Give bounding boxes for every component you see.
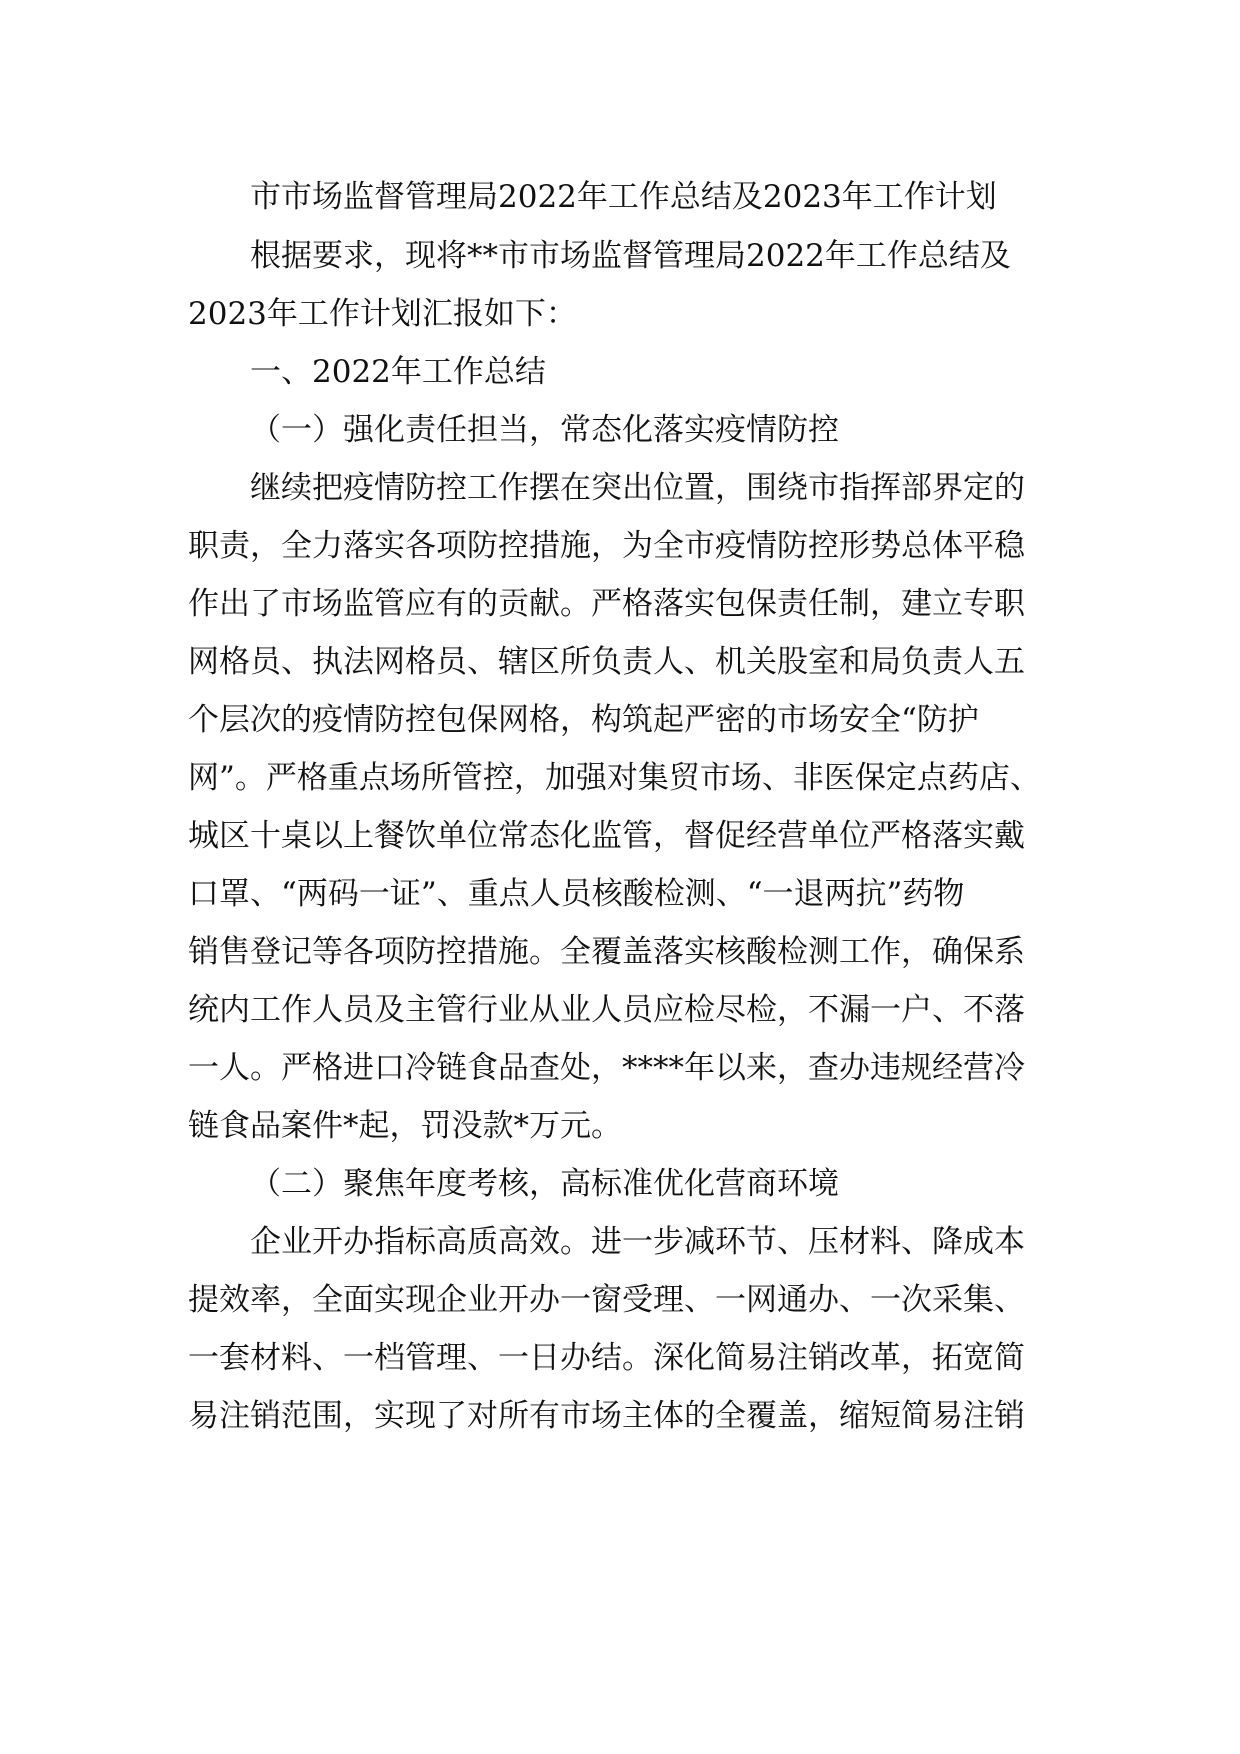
paragraph-line: 城区十桌以上餐饮单位常态化监管，督促经营单位严格落实戴 [188, 818, 1025, 854]
paragraph-line: 一人。严格进口冷链食品查处，****年以来，查办违规经营冷 [188, 1050, 1025, 1086]
paragraph-line: 销售登记等各项防控措施。全覆盖落实核酸检测工作，确保系 [188, 934, 1025, 970]
paragraph-line: 口罩、“两码一证”、重点人员核酸检测、“一退两抗”药物 [188, 876, 965, 912]
section-heading: 一、2022年工作总结 [250, 354, 546, 390]
paragraph-line: 职责，全力落实各项防控措施，为全市疫情防控形势总体平稳 [188, 528, 1025, 564]
paragraph-line: 易注销范围，实现了对所有市场主体的全覆盖，缩短简易注销 [188, 1398, 1025, 1434]
paragraph-line: 统内工作人员及主管行业从业人员应检尽检，不漏一户、不落 [188, 992, 1025, 1028]
paragraph-line: 链食品案件*起，罚没款*万元。 [188, 1108, 622, 1144]
subsection-heading: （二）聚焦年度考核，高标准优化营商环境 [250, 1166, 839, 1202]
paragraph-line: 作出了市场监管应有的贡献。严格落实包保责任制，建立专职 [188, 586, 1025, 622]
paragraph-line: 网”。严格重点场所管控，加强对集贸市场、非医保定点药店、 [188, 760, 1041, 796]
subsection-heading: （一）强化责任担当，常态化落实疫情防控 [250, 412, 839, 448]
paragraph-line: 提效率，全面实现企业开办一窗受理、一网通办、一次采集、 [188, 1282, 1025, 1318]
paragraph-line: 继续把疫情防控工作摆在突出位置，围绕市指挥部界定的 [250, 470, 1025, 506]
document-title: 市市场监督管理局2022年工作总结及2023年工作计划 [250, 179, 997, 215]
paragraph-line: 企业开办指标高质高效。进一步减环节、压材料、降成本 [250, 1224, 1025, 1260]
paragraph-line: 一套材料、一档管理、一日办结。深化简易注销改革，拓宽简 [188, 1340, 1025, 1376]
paragraph-line: 2023年工作计划汇报如下： [188, 296, 577, 332]
paragraph-line: 个层次的疫情防控包保网格，构筑起严密的市场安全“防护 [188, 702, 979, 738]
paragraph-line: 网格员、执法网格员、辖区所负责人、机关股室和局负责人五 [188, 644, 1025, 680]
paragraph-line: 根据要求，现将**市市场监督管理局2022年工作总结及 [250, 238, 1011, 274]
